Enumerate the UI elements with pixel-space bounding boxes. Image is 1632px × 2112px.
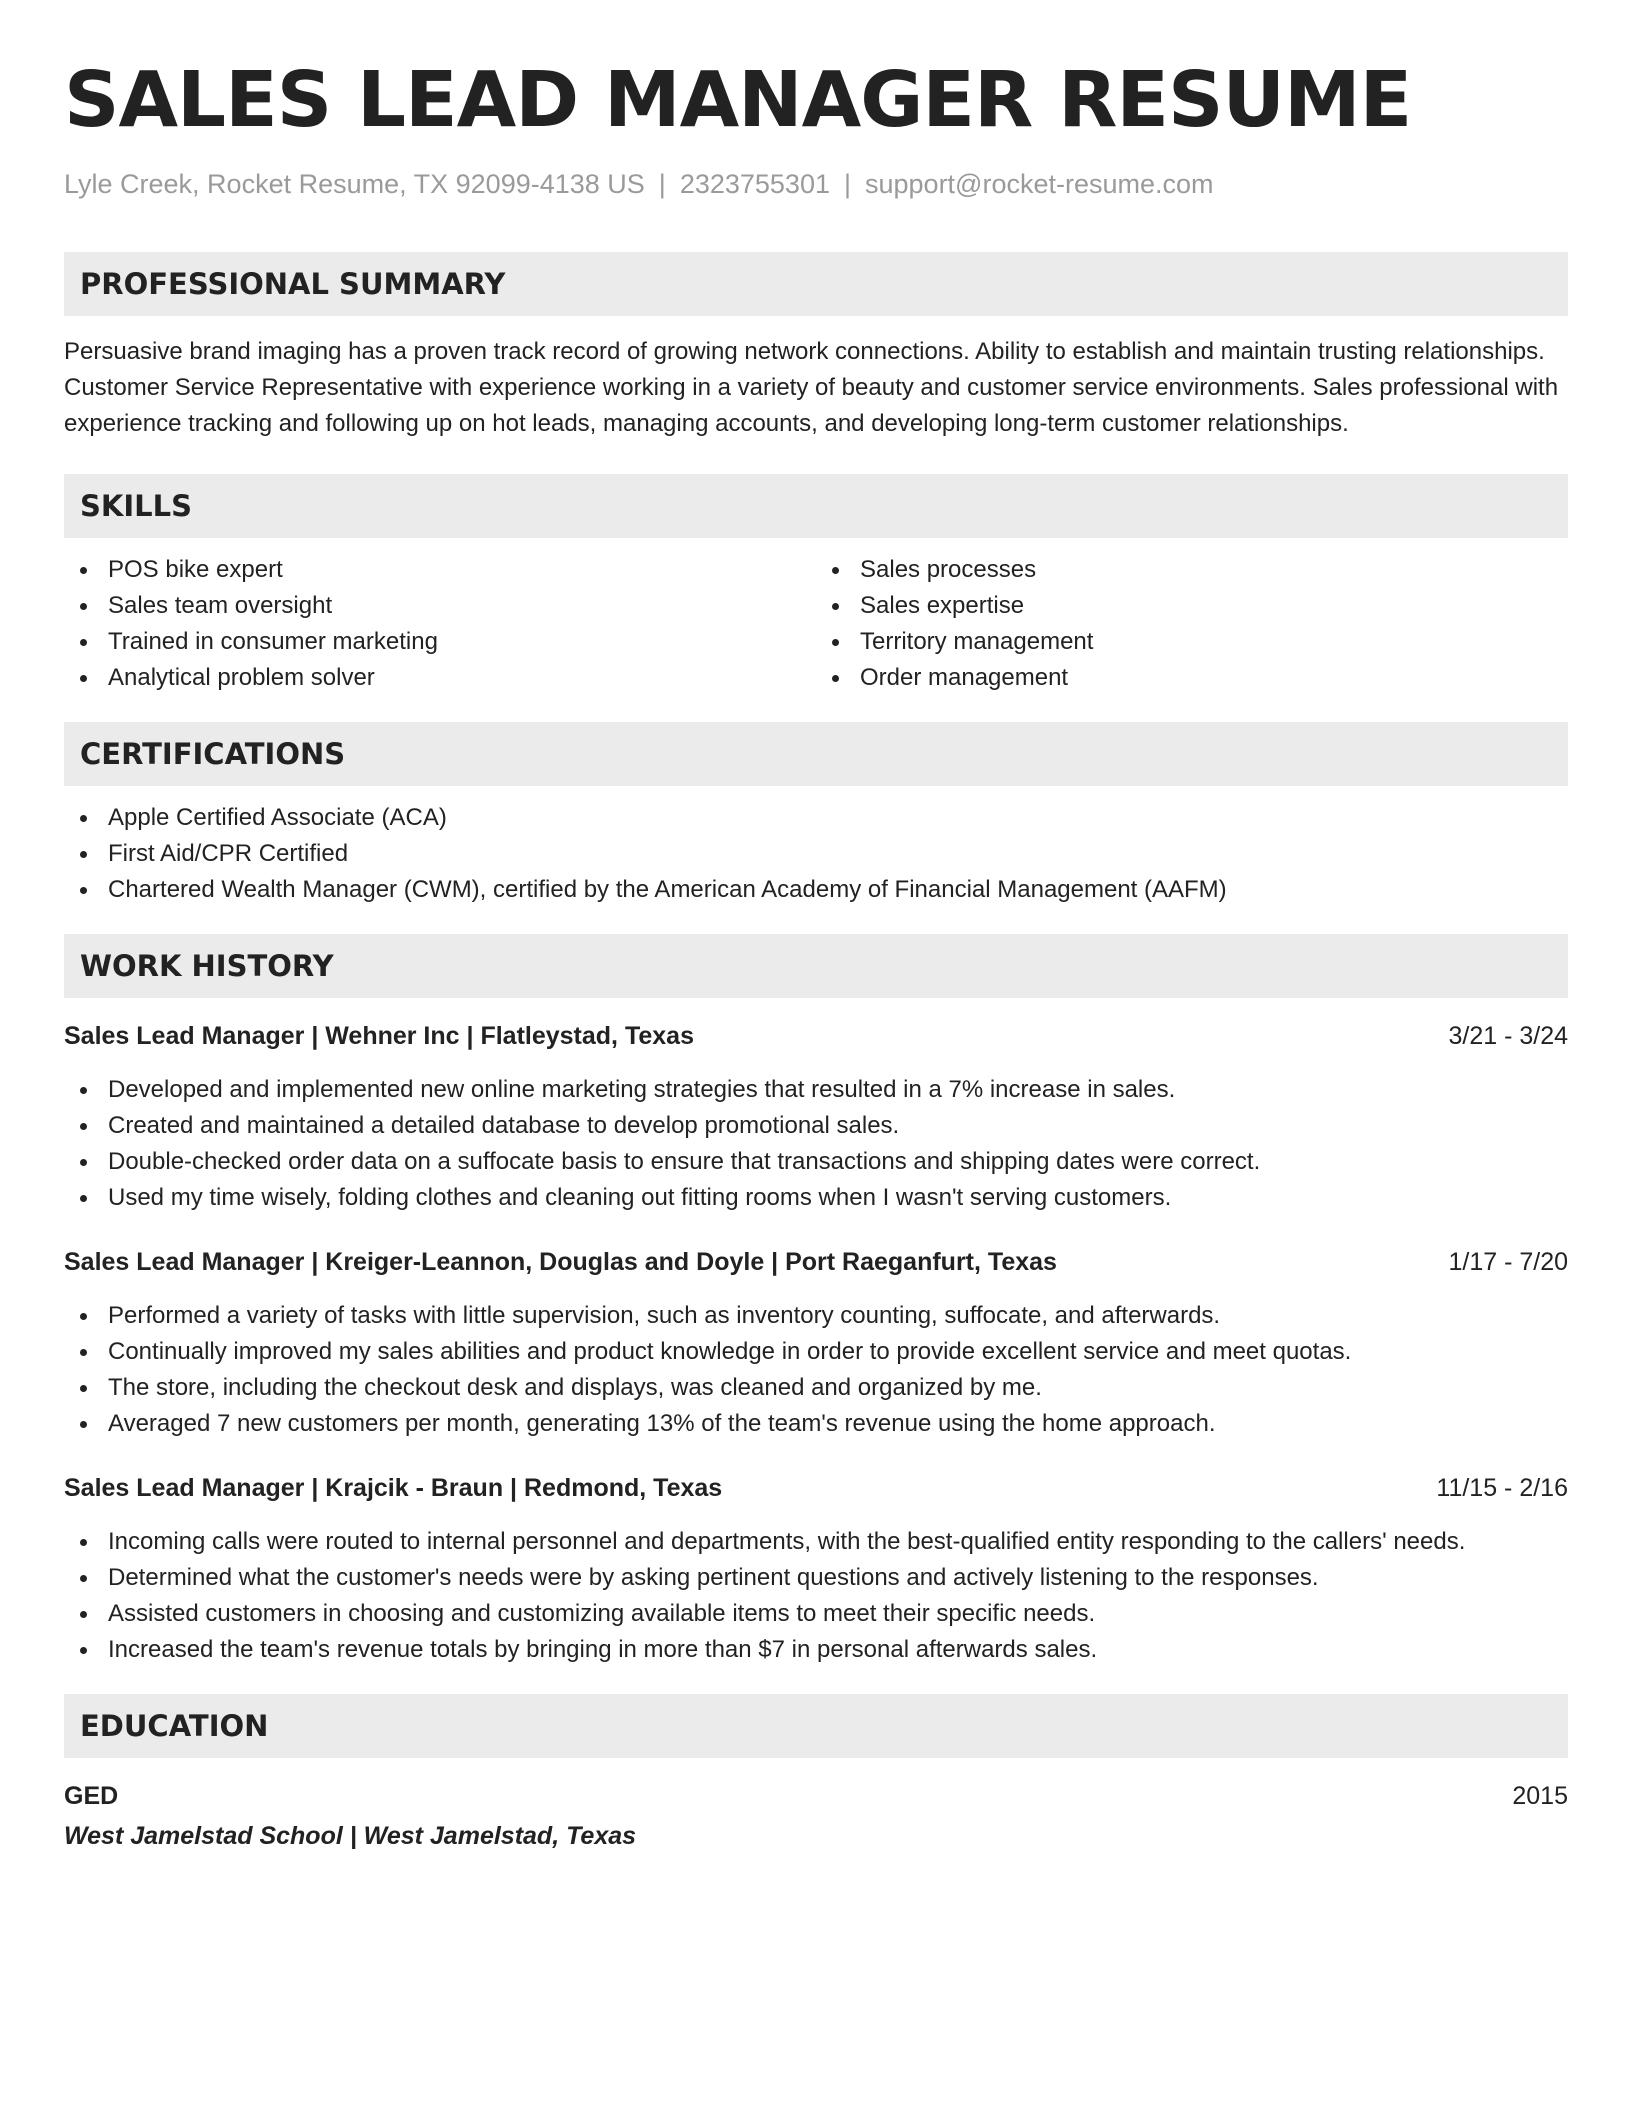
job-dates: 11/15 - 2/16 [1436,1474,1568,1502]
education-entry [64,1778,1568,1854]
job-bullet: Assisted customers in choosing and customizing available items to meet their specific needs. [64,1596,1568,1632]
skills-list-left [64,552,816,696]
job-bullets [64,1072,1568,1216]
job-dates: 1/17 - 7/20 [1448,1248,1568,1276]
job-dates: 3/21 - 3/24 [1448,1022,1568,1050]
contact-email[interactable]: support@rocket-resume.com [865,169,1214,199]
contact-separator: | [843,169,851,199]
job-bullet: Created and maintained a detailed database to develop promotional sales. [64,1108,1568,1144]
job-bullets [64,1298,1568,1442]
job-entry [64,1244,1568,1442]
work-history-heading: WORK HISTORY [64,934,1568,998]
job-bullet: Performed a variety of tasks with little supervision, such as inventory counting, suffocate, and afterwards. [64,1298,1568,1334]
job-entry [64,1470,1568,1668]
summary-text: Persuasive brand imaging has a proven track record of growing network connections. Ability to establish and maintain trusting relationships. Customer Service Representative with experience working in a variety of beauty and customer service environments. Sales professional with experience tracking and following up on hot leads, managing accounts, and developing long-term customer relationships. [64,338,1559,437]
job-bullets [64,1524,1568,1668]
certification-item: Chartered Wealth Manager (CWM), certified by the American Academy of Financial Management (AAFM) [64,872,1568,908]
skills-heading: SKILLS [64,474,1568,538]
certifications-list [64,800,1568,908]
skill-item: Sales team oversight [64,588,816,624]
job-bullet: Increased the team's revenue totals by bringing in more than $7 in personal afterwards sales. [64,1632,1568,1668]
job-header [64,1018,1568,1054]
certifications-heading: CERTIFICATIONS [64,722,1568,786]
skill-item: Sales processes [816,552,1568,588]
job-bullet: The store, including the checkout desk and displays, was cleaned and organized by me. [64,1370,1568,1406]
certification-item: First Aid/CPR Certified [64,836,1568,872]
skill-item: Trained in consumer marketing [64,624,816,660]
job-bullet: Incoming calls were routed to internal personnel and departments, with the best-qualified entity responding to the callers' needs. [64,1524,1568,1560]
education-school: West Jamelstad School | West Jamelstad, Texas [64,1822,637,1850]
contact-phone: 2323755301 [679,169,830,199]
job-bullet: Double-checked order data on a suffocate basis to ensure that transactions and shipping dates were correct. [64,1144,1568,1180]
education-degree: GED [64,1782,119,1810]
certification-item: Apple Certified Associate (ACA) [64,800,1568,836]
job-entry [64,1018,1568,1216]
skills-columns [64,552,1568,696]
job-title: Sales Lead Manager | Kreiger-Leannon, Douglas and Doyle | Port Raeganfurt, Texas [64,1248,1057,1276]
job-title: Sales Lead Manager | Krajcik - Braun | Redmond, Texas [64,1474,723,1502]
skill-item: Analytical problem solver [64,660,816,696]
resume-title: SALES LEAD MANAGER RESUME [64,56,1412,145]
job-title: Sales Lead Manager | Wehner Inc | Flatleystad, Texas [64,1022,694,1050]
education-heading: EDUCATION [64,1694,1568,1758]
job-bullet: Developed and implemented new online marketing strategies that resulted in a 7% increase in sales. [64,1072,1568,1108]
job-bullet: Averaged 7 new customers per month, generating 13% of the team's revenue using the home approach. [64,1406,1568,1442]
job-header [64,1470,1568,1506]
job-bullet: Used my time wisely, folding clothes and cleaning out fitting rooms when I wasn't serving customers. [64,1180,1568,1216]
job-bullet: Continually improved my sales abilities and product knowledge in order to provide excellent service and meet quotas. [64,1334,1568,1370]
skill-item: Order management [816,660,1568,696]
contact-line [64,169,1568,200]
skill-item: Territory management [816,624,1568,660]
skill-item: POS bike expert [64,552,816,588]
education-year: 2015 [1512,1782,1568,1810]
skills-list-right [816,552,1568,696]
job-bullet: Determined what the customer's needs were by asking pertinent questions and actively listening to the responses. [64,1560,1568,1596]
education-header [64,1778,1568,1814]
job-header [64,1244,1568,1280]
contact-address: Lyle Creek, Rocket Resume, TX 92099-4138 US [64,169,645,199]
contact-separator: | [658,169,666,199]
skill-item: Sales expertise [816,588,1568,624]
summary-heading: PROFESSIONAL SUMMARY [64,252,1568,316]
